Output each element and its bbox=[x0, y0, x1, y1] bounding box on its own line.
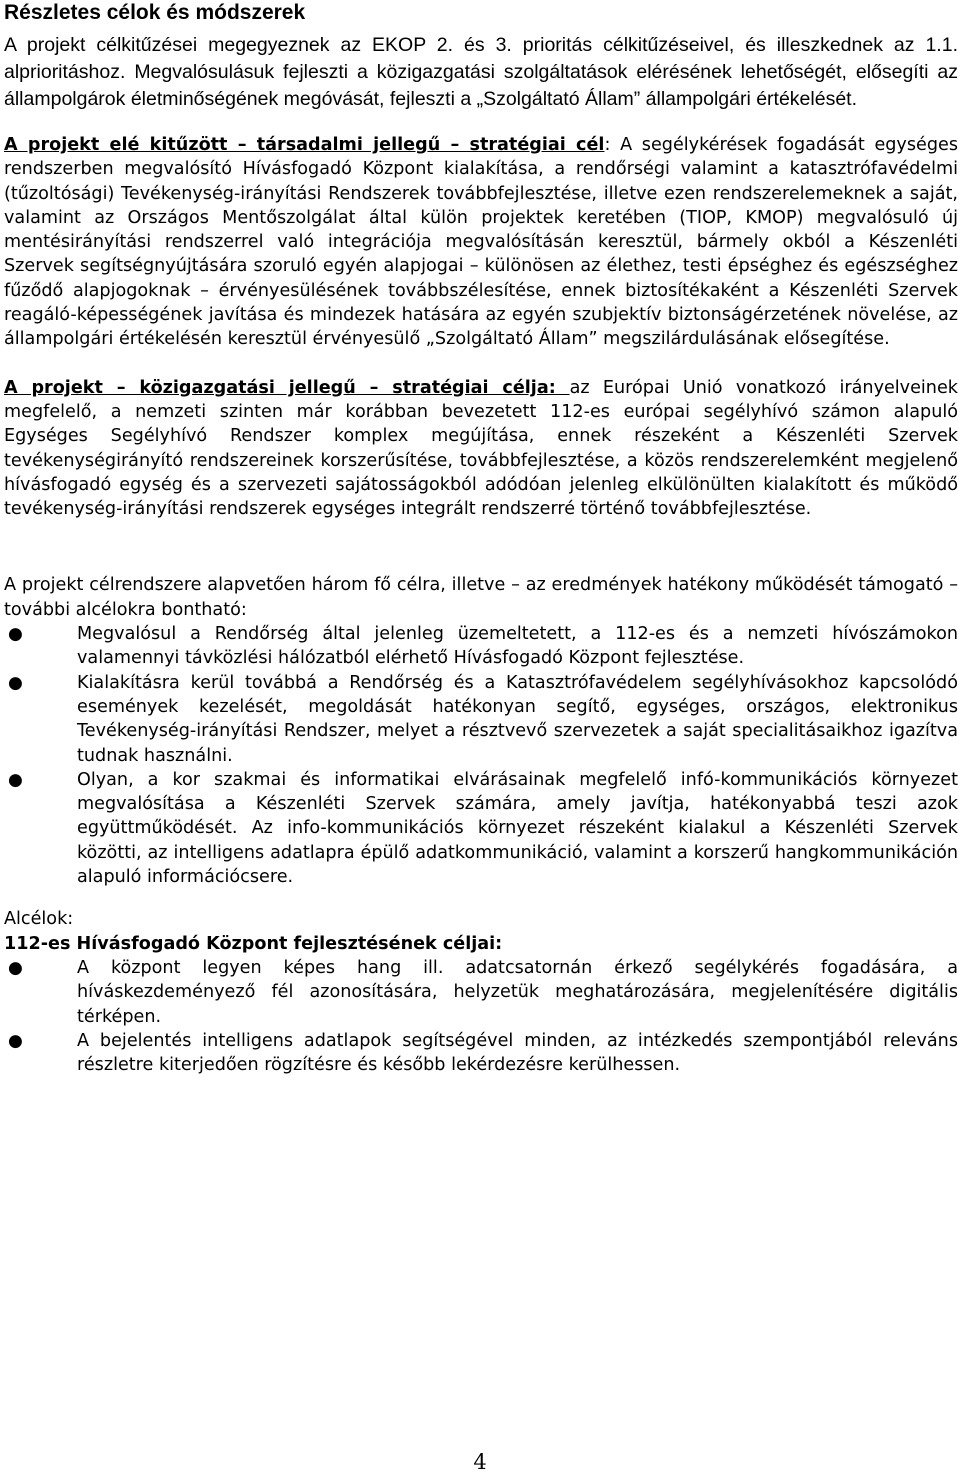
list-item: ● A bejelentés intelligens adatlapok segítségével minden, az intézkedés szempontjából releváns részletre kiterjedően rögzítésre és később lekérdezésre kerülhessen. bbox=[8, 1030, 958, 1076]
bullet-icon: ● bbox=[8, 1030, 23, 1051]
center-goals-list bbox=[4, 956, 958, 1077]
center-goals-heading: 112-es Hívásfogadó Központ fejlesztésének céljai: bbox=[4, 933, 503, 954]
section-heading: Részletes célok és módszerek bbox=[4, 1, 306, 24]
social-goal-text: : A segélykérések fogadását egységes rendszerben megvalósító Hívásfogadó Központ kialakítása, a rendőrségi valamint a katasztrófavédelmi (tűzoltósági) Tevékenység-irányítási Rendszerek továbbfejlesztése, illetve ezen rendszerelemeknek a saját, valamint az Országos Mentőszolgálat által külön projektek keretében (TIOP, KMOP) megvalósuló új mentésirányítási rendszerrel való integrációja megvalósításán keresztül, bármely okból a Készenléti Szervek segítségnyújtására szoruló egyén alapjogai – különösen az élethez, testi épséghez és egészséghez fűződő alapjogoknak – érvényesülésének továbbszélesítése, ennek biztosítékaként a Készenléti Szervek reagáló-képességének javítása és mindezek hatására az egyén szubjektív biztonságérzetének növelése, az állampolgári értékelésén keresztül érvényesülő „Szolgáltató Állam” megszilárdulásának elősegítése. bbox=[4, 135, 958, 350]
list-item: ● Megvalósul a Rendőrség által jelenleg üzemeltetett, a 112-es és a nemzeti hívószámokon valamennyi távközlési hálózatból elérhető Hívásfogadó Központ fejlesztése. bbox=[8, 624, 958, 669]
bullet-icon: ● bbox=[8, 957, 23, 978]
admin-goal-paragraph bbox=[4, 376, 958, 522]
intro-paragraph: A projekt célkitűzései megegyeznek az EKOP 2. és 3. prioritás célkitűzéseivel, és illeszkednek az 1.1. alprioritáshoz. Megvalósulásuk fejleszti a közigazgatási szolgáltatások elérésének lehetőségét, elősegíti az állampolgárok életminőségének megóvását, fejleszti a „Szolgáltató Állam” állampolgári értékelését. bbox=[4, 34, 958, 110]
bullet-icon: ● bbox=[8, 769, 23, 790]
list-item: ● Kialakításra kerül továbbá a Rendőrség és a Katasztrófavédelem segélyhívásokhoz kapcsolódó események kezelését, megoldását hatékonyan segítő, egységes, országos, elektronikus Tevékenység-irányítási Rendszer, melyet a résztvevő szervezetek a saját specialitásaikhoz igazítva tudnak használni. bbox=[8, 672, 958, 766]
social-goal-paragraph bbox=[4, 133, 958, 352]
social-goal-label: A projekt elé kitűzött – társadalmi jellegű – stratégiai cél bbox=[4, 135, 605, 155]
list-item: ● Olyan, a kor szakmai és informatikai elvárásainak megfelelő infó-kommunikációs környezet megvalósítása a Készenléti Szervek számára, amely javítja, hatékonyabbá teszi azok együttműködését. Az info-kommunikációs környezet részeként kialakul a Készenléti Szervek közötti, az intelligens adatlapra épülő adatkommunikáció, valamint a korszerű hangkommunikáción alapuló információcsere. bbox=[8, 769, 958, 888]
admin-goal-label: A projekt – közigazgatási jellegű – stratégiai célja: bbox=[4, 377, 570, 398]
admin-goal-text: az Európai Unió vonatkozó irányelveinek megfelelő, a nemzeti szinten már korábban bevezetett 112-es európai segélyhívó számon alapuló Egységes Segélyhívó Rendszer komplex megújítása, ennek részeként a Készenléti Szervek tevékenységirányító rendszereinek korszerűsítése, továbbfejlesztése, a közös rendszerelemként megjelenő hívásfogadó egység és a szervezeti sajátosságokból adódóan jelenleg elkülönülten kialakított és működő tevékenység-irányítási rendszerek egységes integrált rendszerré történő továbbfejlesztése. bbox=[4, 377, 958, 520]
page-number: 4 bbox=[473, 1450, 487, 1474]
goal-system-intro: A projekt célrendszere alapvetően három fő célra, illetve – az eredmények hatékony működését támogató – további alcélokra bontható: bbox=[4, 575, 958, 620]
subgoals-label: Alcélok: bbox=[4, 909, 74, 930]
bullet-icon: ● bbox=[8, 624, 23, 645]
list-item: ● A központ legyen képes hang ill. adatcsatornán érkező segélykérés fogadására, a híváskezdeményező fél azonosítására, helyzetük meghatározására, megjelenítésére digitális térképen. bbox=[8, 957, 958, 1027]
document-page bbox=[4, 0, 958, 1077]
bullet-icon: ● bbox=[8, 672, 23, 693]
main-goals-list bbox=[4, 622, 958, 889]
